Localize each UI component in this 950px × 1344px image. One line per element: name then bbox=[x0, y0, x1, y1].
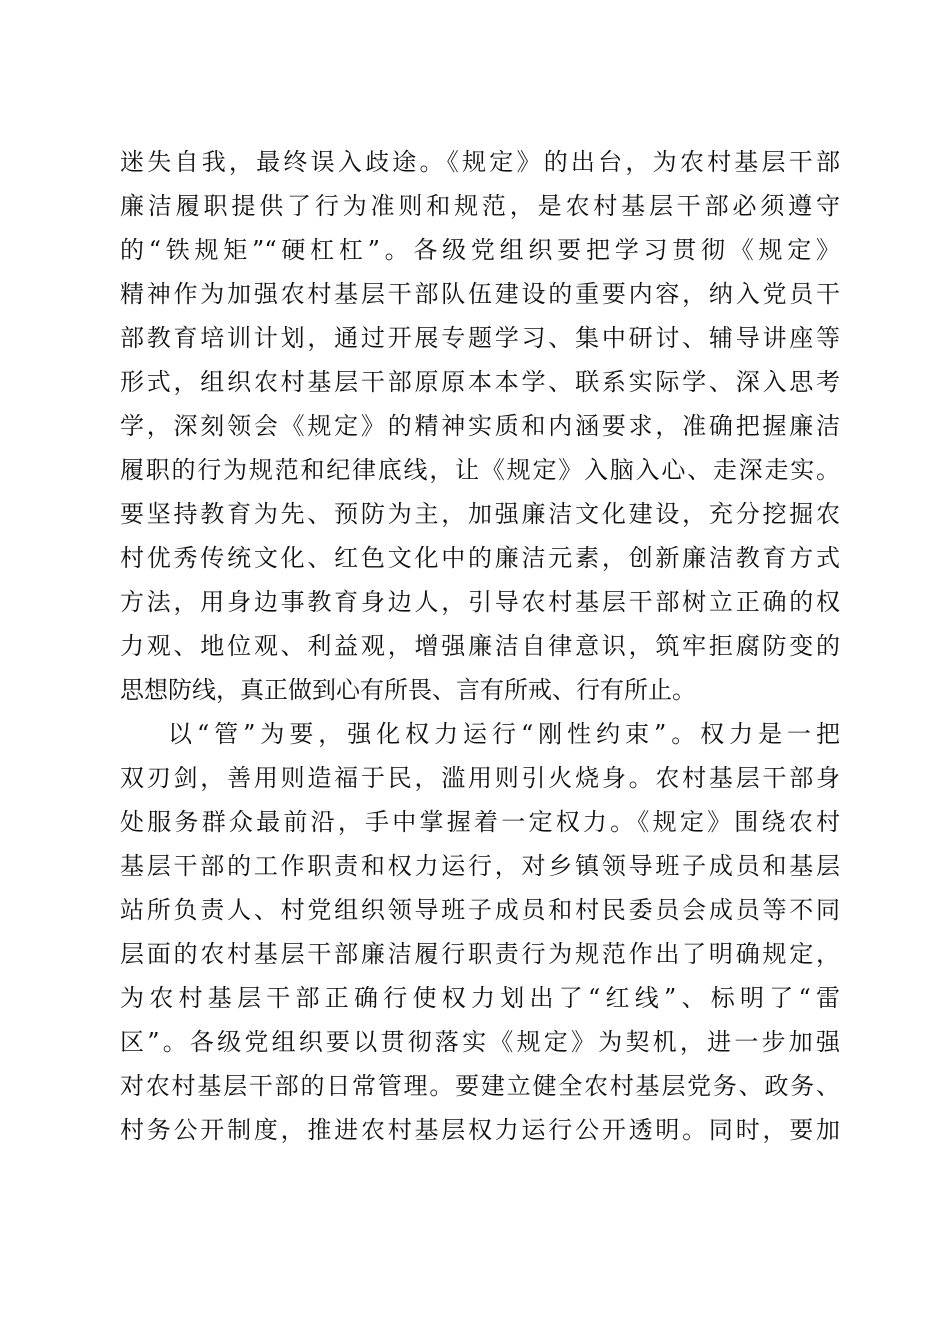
paragraph-line: 村优秀传统文化、红色文化中的廉洁元素，创新廉洁教育方式 bbox=[120, 544, 840, 572]
paragraph-line: 方法，用身边事教育身边人，引导农村基层干部树立正确的权 bbox=[120, 588, 840, 616]
paragraph-line: 要坚持教育为先、预防为主，加强廉洁文化建设，充分挖掘农 bbox=[120, 500, 840, 528]
paragraph-2 bbox=[120, 712, 840, 1152]
paragraph-line: 履职的行为规范和纪律底线，让《规定》入脑入心、走深走实。 bbox=[120, 456, 840, 484]
paragraph-line: 区”。各级党组织要以贯彻落实《规定》为契机，进一步加强 bbox=[120, 1028, 840, 1056]
paragraph-line: 基层干部的工作职责和权力运行，对乡镇领导班子成员和基层 bbox=[120, 852, 840, 880]
paragraph-line: 部教育培训计划，通过开展专题学习、集中研讨、辅导讲座等 bbox=[120, 324, 840, 352]
paragraph-line: 站所负责人、村党组织领导班子成员和村民委员会成员等不同 bbox=[120, 896, 840, 924]
paragraph-line: 思想防线，真正做到心有所畏、言有所戒、行有所止。 bbox=[120, 676, 696, 704]
paragraph-line: 廉洁履职提供了行为准则和规范，是农村基层干部必须遵守 bbox=[120, 192, 840, 220]
paragraph-line: 村务公开制度，推进农村基层权力运行公开透明。同时，要加 bbox=[120, 1116, 840, 1144]
paragraph-line: 的“铁规矩”“硬杠杠”。各级党组织要把学习贯彻《规定》 bbox=[120, 236, 840, 264]
paragraph-line: 以“管”为要，强化权力运行“刚性约束”。权力是一把 bbox=[168, 720, 840, 748]
paragraph-line: 为农村基层干部正确行使权力划出了“红线”、标明了“雷 bbox=[120, 984, 840, 1012]
document-body bbox=[120, 140, 840, 1152]
paragraph-line: 迷失自我，最终误入歧途。《规定》的出台，为农村基层干部 bbox=[120, 148, 840, 176]
paragraph-line: 形式，组织农村基层干部原原本本学、联系实际学、深入思考 bbox=[120, 368, 840, 396]
paragraph-1 bbox=[120, 140, 840, 712]
paragraph-line: 层面的农村基层干部廉洁履行职责行为规范作出了明确规定， bbox=[120, 940, 840, 968]
paragraph-line: 双刃剑，善用则造福于民，滥用则引火烧身。农村基层干部身 bbox=[120, 764, 840, 792]
paragraph-line: 精神作为加强农村基层干部队伍建设的重要内容，纳入党员干 bbox=[120, 280, 840, 308]
paragraph-line: 处服务群众最前沿，手中掌握着一定权力。《规定》围绕农村 bbox=[120, 808, 840, 836]
paragraph-line: 学，深刻领会《规定》的精神实质和内涵要求，准确把握廉洁 bbox=[120, 412, 840, 440]
paragraph-line: 对农村基层干部的日常管理。要建立健全农村基层党务、政务、 bbox=[120, 1072, 840, 1100]
paragraph-line: 力观、地位观、利益观，增强廉洁自律意识，筑牢拒腐防变的 bbox=[120, 632, 840, 660]
